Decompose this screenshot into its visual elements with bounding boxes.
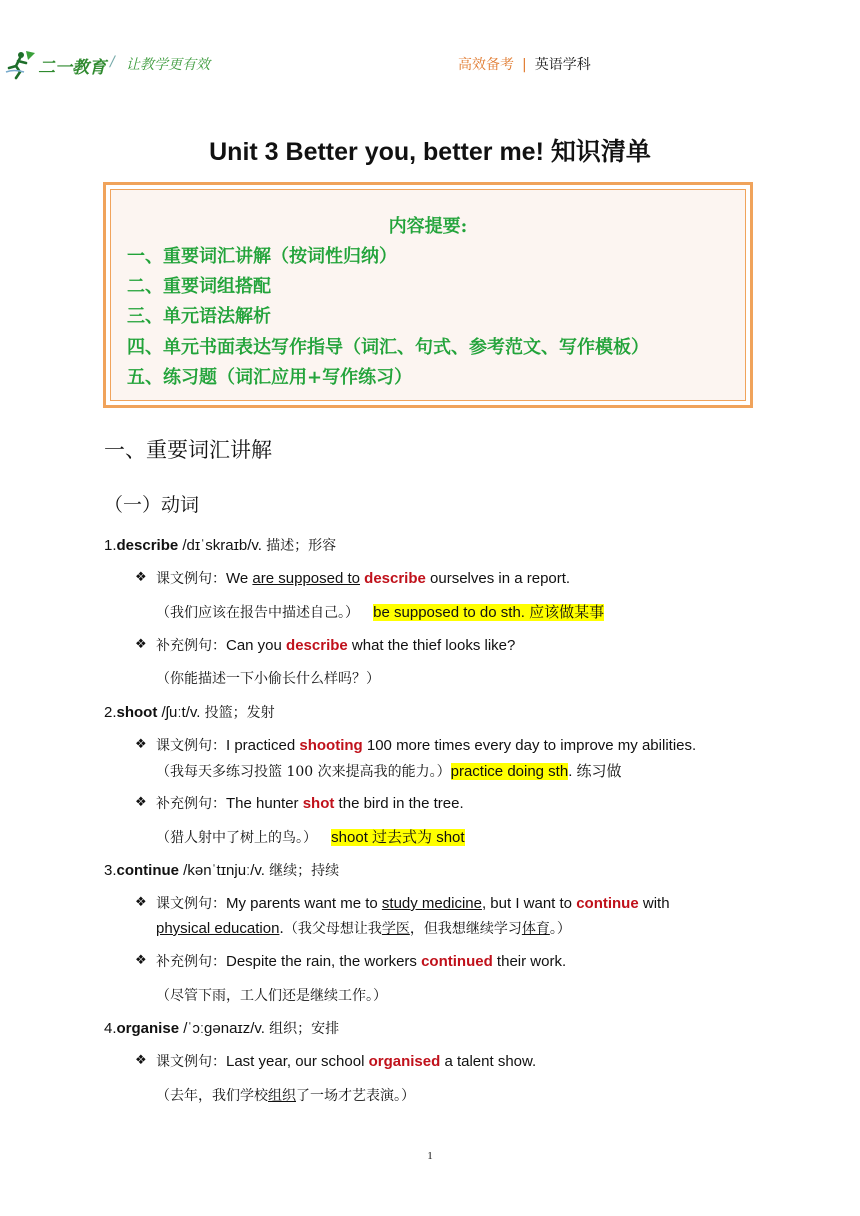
header-separator: | bbox=[522, 57, 527, 73]
entry-phonetic: /dɪˈskraɪb/v. bbox=[178, 537, 267, 554]
brand-slogan: 让教学更有效 bbox=[126, 57, 210, 73]
vocab-entry-heading bbox=[104, 702, 275, 722]
entry-meaning: 组织；安排 bbox=[269, 1021, 340, 1037]
section-heading: 一、重要词汇讲解 bbox=[104, 438, 272, 462]
translation-line bbox=[156, 668, 380, 688]
example-text: the bird in the tree. bbox=[334, 795, 464, 812]
translation-line bbox=[156, 985, 387, 1005]
bullet-icon: ❖ bbox=[135, 795, 147, 810]
translation-line bbox=[156, 1085, 415, 1105]
example-text: with bbox=[638, 895, 670, 912]
page-number: 1 bbox=[427, 1150, 433, 1162]
key-word: continue bbox=[576, 895, 639, 912]
translation: （尽管下雨，工人们还是继续工作。） bbox=[156, 988, 387, 1004]
underlined-phrase: physical education bbox=[156, 920, 280, 937]
key-word: continued bbox=[421, 953, 493, 970]
translation: （我每天多练习投篮 100 次来提高我的能力。） bbox=[156, 764, 451, 780]
vocab-entry-heading bbox=[104, 860, 339, 880]
header-subject-label: 英语学科 bbox=[534, 57, 591, 73]
highlight-note: be supposed to do sth. 应该做某事 bbox=[373, 604, 605, 621]
entry-number: 3. bbox=[104, 862, 117, 879]
entry-number: 4. bbox=[104, 1020, 117, 1037]
translation: 了一场才艺表演。） bbox=[296, 1088, 415, 1104]
example-label: 课文例句： bbox=[156, 1054, 226, 1070]
vocab-entry-heading bbox=[104, 535, 336, 555]
entry-phonetic: /ˈɔːɡənaɪz/v. bbox=[179, 1020, 270, 1037]
summary-box bbox=[103, 182, 753, 408]
example-text: Last year, our school bbox=[226, 1053, 369, 1070]
page-header bbox=[0, 44, 860, 84]
translation: （去年，我们学校 bbox=[156, 1088, 268, 1104]
example-label: 补充例句： bbox=[156, 638, 226, 654]
example-text: , but I want to bbox=[481, 895, 577, 912]
subsection-heading: （一）动词 bbox=[104, 494, 200, 516]
underlined-phrase: study medicine bbox=[381, 895, 482, 912]
entry-phonetic: /ʃuːt/v. bbox=[157, 704, 205, 721]
example-text: Can you bbox=[226, 637, 287, 654]
runner-logo-icon bbox=[4, 48, 38, 80]
underlined-phrase: 组织 bbox=[268, 1088, 296, 1104]
example-text: I practiced bbox=[226, 737, 300, 754]
underlined-phrase: 体育 bbox=[521, 921, 550, 937]
example-label: 补充例句： bbox=[156, 796, 226, 812]
entry-number: 1. bbox=[104, 537, 117, 554]
key-word: describe bbox=[364, 570, 426, 587]
summary-item: 二、重要词组搭配 bbox=[127, 276, 271, 297]
example-sentence bbox=[156, 951, 566, 971]
translation-line bbox=[156, 601, 604, 622]
example-sentence-continued bbox=[156, 918, 571, 938]
example-sentence bbox=[156, 893, 670, 913]
brand-name: 二一教育 bbox=[38, 58, 106, 78]
highlight-note: shoot 过去式为 shot bbox=[331, 829, 465, 846]
example-text: We bbox=[226, 570, 253, 587]
translation: ，但我想继续学习 bbox=[409, 921, 522, 937]
highlight-note: practice doing sth bbox=[450, 763, 569, 780]
summary-item: 一、重要词汇讲解（按词性归纳） bbox=[127, 246, 397, 267]
translation: 。） bbox=[549, 921, 571, 937]
entry-meaning: 继续；持续 bbox=[269, 863, 340, 879]
entry-word: organise bbox=[116, 1020, 180, 1037]
example-sentence bbox=[156, 735, 696, 755]
example-text: ourselves in a report. bbox=[425, 570, 571, 587]
example-sentence bbox=[156, 568, 570, 588]
translation: （猎人射中了树上的鸟。） bbox=[156, 830, 317, 846]
bullet-icon: ❖ bbox=[135, 637, 147, 652]
summary-title: 内容提要: bbox=[388, 216, 468, 237]
summary-inner bbox=[110, 189, 746, 401]
bullet-icon: ❖ bbox=[135, 570, 147, 585]
example-label: 课文例句： bbox=[156, 571, 226, 587]
example-label: 课文例句： bbox=[156, 896, 226, 912]
translation: （我们应该在报告中描述自己。） bbox=[156, 605, 359, 621]
summary-item: 五、练习题（词汇应用+写作练习） bbox=[127, 367, 413, 388]
bullet-icon: ❖ bbox=[135, 953, 147, 968]
example-text: their work. bbox=[492, 953, 567, 970]
header-slash: / bbox=[110, 54, 115, 70]
translation: .（我父母想让我 bbox=[279, 921, 382, 937]
entry-phonetic: /kənˈtɪnjuː/v. bbox=[179, 862, 270, 879]
example-text: The hunter bbox=[226, 795, 303, 812]
entry-number: 2. bbox=[104, 704, 117, 721]
entry-word: describe bbox=[116, 537, 179, 554]
example-label: 课文例句： bbox=[156, 738, 226, 754]
example-text: Despite the rain, the workers bbox=[226, 953, 422, 970]
note-text: . 练习做 bbox=[568, 763, 622, 780]
bullet-icon: ❖ bbox=[135, 895, 147, 910]
bullet-icon: ❖ bbox=[135, 737, 147, 752]
header-tag: 高效备考 bbox=[458, 57, 514, 73]
translation: （你能描述一下小偷长什么样吗？） bbox=[156, 671, 380, 687]
translation-line bbox=[156, 760, 622, 781]
summary-item: 四、单元书面表达写作指导（词汇、句式、参考范文、写作模板） bbox=[127, 337, 649, 358]
key-word: organised bbox=[368, 1053, 441, 1070]
entry-meaning: 描述；形容 bbox=[266, 538, 337, 554]
key-word: shooting bbox=[299, 737, 363, 754]
entry-meaning: 投篮；发射 bbox=[204, 705, 275, 721]
vocab-entry-heading bbox=[104, 1018, 339, 1038]
summary-item: 三、单元语法解析 bbox=[127, 306, 271, 327]
header-subject bbox=[458, 54, 591, 74]
example-sentence bbox=[156, 1051, 536, 1071]
example-text: what the thief looks like? bbox=[347, 637, 516, 654]
underlined-phrase: are supposed to bbox=[252, 570, 360, 587]
key-word: shot bbox=[302, 795, 335, 812]
example-text: a talent show. bbox=[440, 1053, 537, 1070]
example-label: 补充例句： bbox=[156, 954, 226, 970]
page-title: Unit 3 Better you, better me! 知识清单 bbox=[209, 138, 651, 166]
entry-word: continue bbox=[116, 862, 180, 879]
example-text: My parents want me to bbox=[226, 895, 382, 912]
key-word: describe bbox=[286, 637, 348, 654]
entry-word: shoot bbox=[116, 704, 158, 721]
translation-line bbox=[156, 826, 465, 847]
example-text: 100 more times every day to improve my abilities. bbox=[362, 737, 697, 754]
example-sentence bbox=[156, 793, 464, 813]
underlined-phrase: 学医 bbox=[381, 921, 410, 937]
bullet-icon: ❖ bbox=[135, 1053, 147, 1068]
example-sentence bbox=[156, 635, 515, 655]
